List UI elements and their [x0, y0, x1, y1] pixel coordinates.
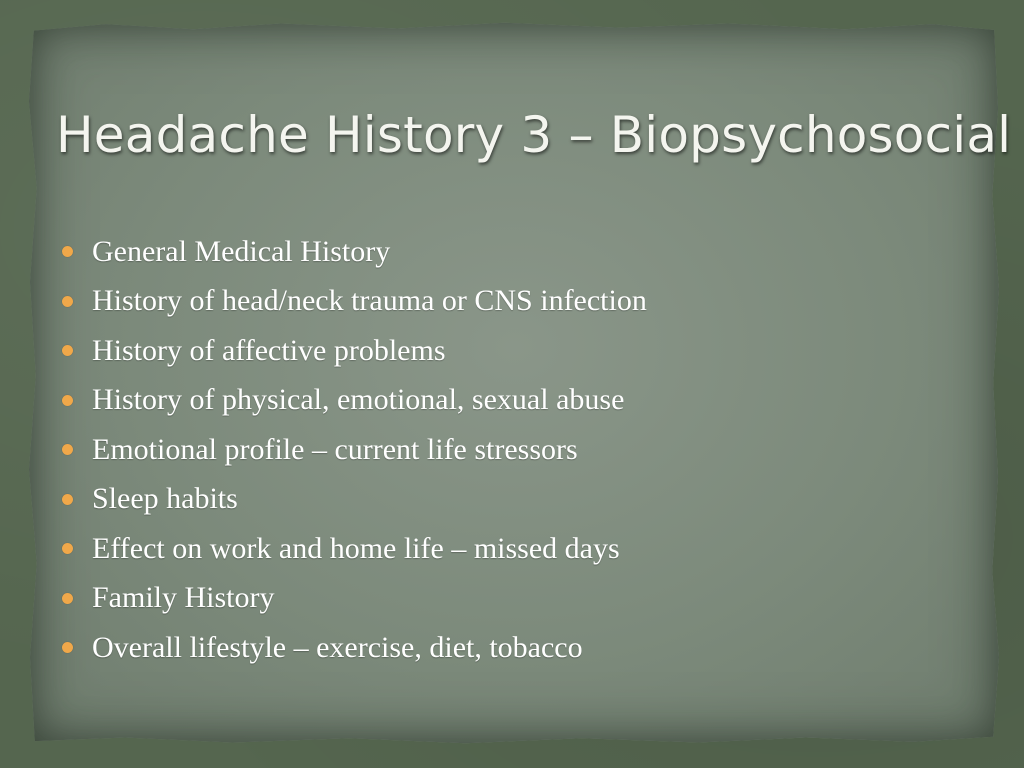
bullet-text: Effect on work and home life – missed days [92, 531, 620, 565]
bullet-text: General Medical History [92, 234, 391, 268]
slide-title: Headache History 3 – Biopsychosocial [56, 106, 1012, 164]
bullet-dot-icon [62, 593, 73, 604]
bullet-dot-icon [62, 444, 73, 455]
bullet-item [62, 475, 962, 525]
bullet-dot-icon [62, 296, 73, 307]
bullet-dot-icon [62, 246, 73, 257]
bullet-dot-icon [62, 345, 73, 356]
bullet-item [62, 277, 962, 327]
bullet-text: Sleep habits [92, 482, 238, 516]
bullet-text: Family History [92, 581, 275, 615]
bullet-item [62, 326, 962, 376]
bullet-item [62, 376, 962, 426]
bullet-text: History of physical, emotional, sexual abuse [92, 383, 625, 417]
bullet-dot-icon [62, 395, 73, 406]
bullet-dot-icon [62, 642, 73, 653]
bullet-item [62, 524, 962, 574]
bullet-list [62, 227, 962, 673]
bullet-item [62, 574, 962, 624]
bullet-text: Overall lifestyle – exercise, diet, tobacco [92, 630, 583, 664]
bullet-text: History of head/neck trauma or CNS infection [92, 284, 647, 318]
bullet-item [62, 227, 962, 277]
bullet-dot-icon [62, 494, 73, 505]
bullet-item [62, 623, 962, 673]
bullet-dot-icon [62, 543, 73, 554]
bullet-item [62, 425, 962, 475]
bullet-text: History of affective problems [92, 333, 446, 367]
bullet-text: Emotional profile – current life stressors [92, 432, 578, 466]
